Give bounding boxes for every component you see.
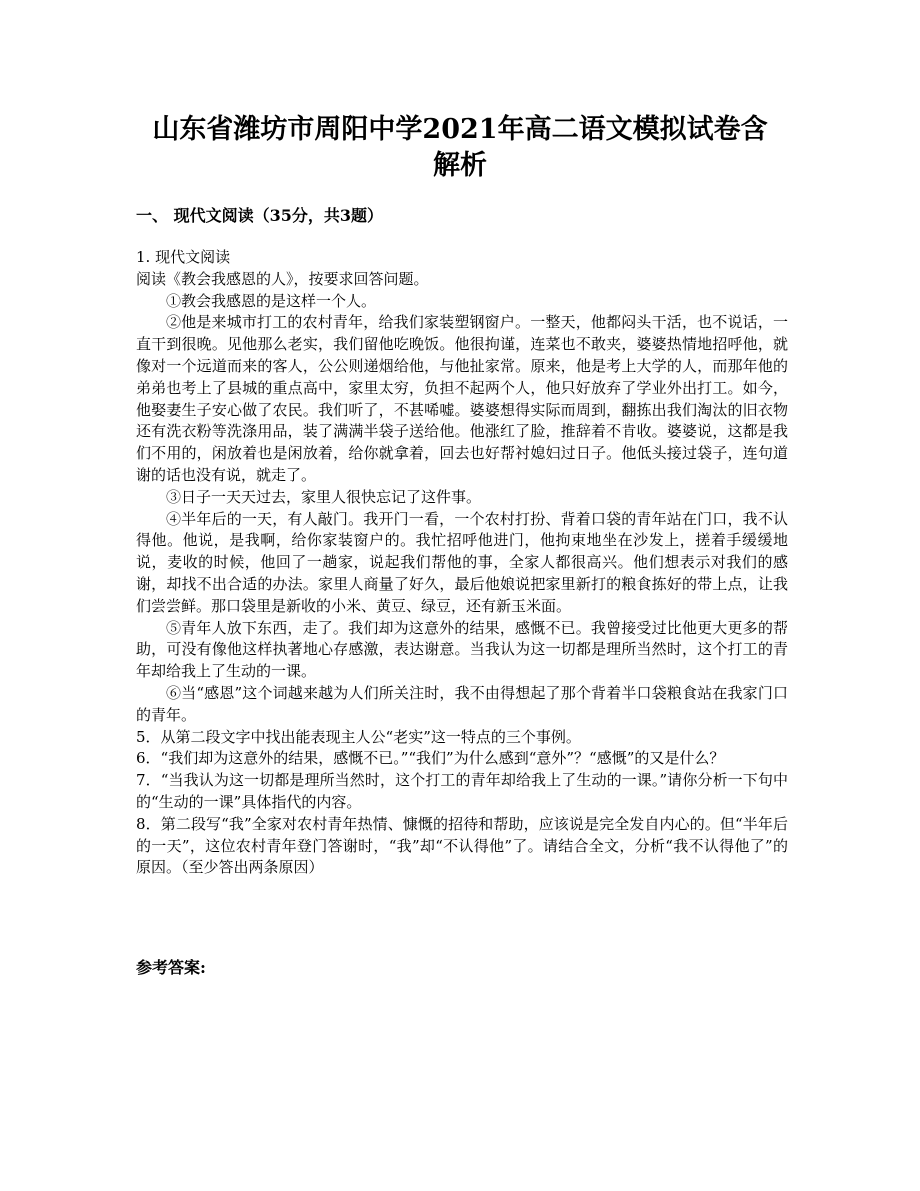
paragraph-1: ①教会我感恩的是这样一个人。 (166, 291, 377, 310)
section-heading: 一、 现代文阅读（35分，共3题） (136, 206, 383, 225)
instruction-text: 阅读《教会我感恩的人》，按要求回答问题。 (136, 269, 429, 288)
paragraph-6: ⑥当“感恩”这个词越来越为人们所关注时，我不由得想起了那个背着半口袋粮食站在我家门口的青年。 (136, 683, 788, 724)
question-6: 6．“我们却为这意外的结果，感慨不已。”“我们”为什么感到“意外”？“感慨”的又是什么？ (136, 749, 725, 768)
page-title: 山东省潍坊市周阳中学2021年高二语文模拟试卷含解析 (152, 114, 768, 181)
question-8: 8．第二段写“我”全家对农村青年热情、慷慨的招待和帮助，应该说是完全发自内心的。但“半年后的一天”，这位农村青年登门答谢时，“我”却“不认得他”了。请结合全文，分析“我不认得他了”的原因。（至少答出两条原因） (136, 814, 788, 877)
answer-heading: 参考答案: (136, 958, 206, 977)
paragraph-2: ②他是来城市打工的农村青年，给我们家装塑钢窗户。一整天，他都闷头干活，也不说话，一直干到很晚。见他那么老实，我们留他吃晚饭。他很拘谨，连菜也不敢夹，婆婆热情地招呼他，就像对一个远道而来的客人，公公则递烟给他，与他扯家常。原来，他是考上大学的人，而那年他的弟弟也考上了县城的重点高中，家里太穷，负担不起两个人，他只好放弃了学业外出打工。如今，他娶妻生子安心做了农民。我们听了，不甚唏嘘。婆婆想得实际而周到，翻拣出我们淘汰的旧衣物还有洗衣粉等洗涤用品，装了满满半袋子送给他。他涨红了脸，推辞着不肯收。婆婆说，这都是我们不用的，闲放着也是闲放着，给你就拿着，回去也好帮衬媳妇过日子。他低头接过袋子，连句道谢的话也没有说，就走了。 (136, 313, 788, 484)
question-header: 1. 现代文阅读 (136, 248, 231, 266)
question-7: 7．“当我认为这一切都是理所当然时，这个打工的青年却给我上了生动的一课。”请你分析一下句中的“生动的一课”具体指代的内容。 (136, 771, 788, 811)
paragraph-5: ⑤青年人放下东西，走了。我们却为这意外的结果，感慨不已。我曾接受过比他更大更多的帮助，可没有像他这样执著地心存感激，表达谢意。当我认为这一切都是理所当然时，这个打工的青年却给我上了生动的一课。 (136, 618, 788, 681)
question-5: 5．从第二段文字中找出能表现主人公“老实”这一特点的三个事例。 (136, 727, 581, 746)
reading-body (136, 247, 788, 879)
paragraph-3: ③日子一天天过去，家里人很快忘记了这件事。 (166, 487, 482, 506)
paragraph-4: ④半年后的一天，有人敲门。我开门一看，一个农村打扮、背着口袋的青年站在门口，我不认得他。他说，是我啊，给你家装窗户的。我忙招呼他进门，他拘束地坐在沙发上，搓着手缓缓地说，麦收的时候，他回了一趟家，说起我们帮他的事，全家人都很高兴。他们想表示对我们的感谢，却找不出合适的办法。家里人商量了好久，最后他娘说把家里新打的粮食拣好的带上点，让我们尝尝鲜。那口袋里是新收的小米、黄豆、绿豆，还有新玉米面。 (136, 509, 788, 615)
